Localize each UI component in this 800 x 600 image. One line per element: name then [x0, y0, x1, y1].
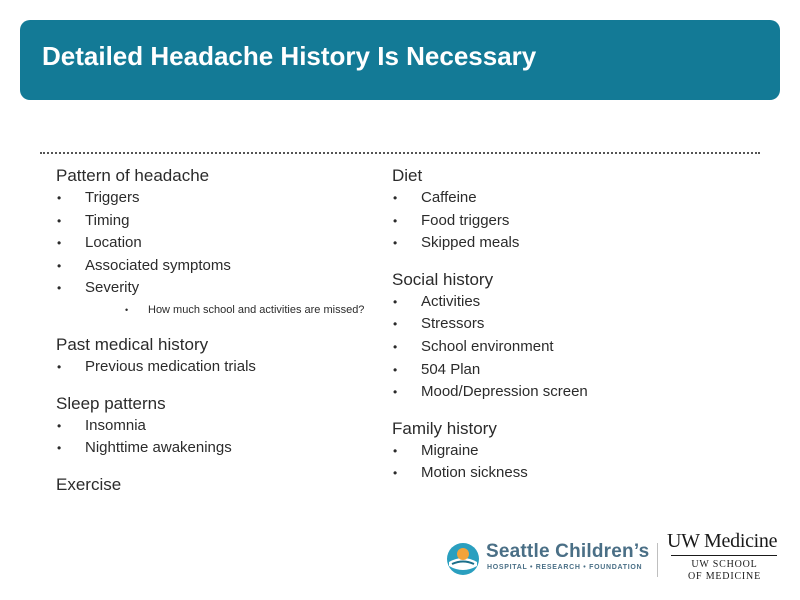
section-heading: Sleep patterns — [56, 393, 166, 413]
bullet-item — [56, 210, 376, 233]
section-sleep-patterns — [56, 393, 376, 460]
bullet-item — [56, 437, 376, 460]
bullet-text: Stressors — [421, 315, 485, 333]
bullet-text: Skipped meals — [421, 234, 520, 252]
section-heading: Exercise — [56, 474, 122, 494]
bullet-text: Nighttime awakenings — [85, 439, 232, 457]
bullet-item — [392, 291, 742, 314]
section-heading: Pattern of headache — [56, 166, 210, 185]
bullet-text: Migraine — [421, 441, 479, 459]
bullet-list — [392, 291, 742, 404]
bullet-item — [56, 277, 376, 320]
section-heading: Diet — [392, 166, 423, 185]
section-heading: Family history — [392, 418, 497, 438]
bullet-item — [392, 359, 742, 382]
bullet-item — [392, 210, 742, 233]
section-social-history — [392, 269, 742, 404]
dotted-divider — [40, 152, 760, 154]
bullet-text: Insomnia — [85, 416, 146, 434]
bullet-text: Activities — [421, 292, 481, 310]
bullet-text: Timing — [85, 211, 130, 229]
section-past-medical-history — [56, 334, 376, 379]
bullet-item — [56, 415, 376, 438]
bullet-text: Food triggers — [421, 211, 510, 229]
bullet-item — [392, 232, 742, 255]
section-heading: Social history — [392, 269, 494, 289]
bullet-list — [56, 415, 376, 460]
bullet-list — [56, 187, 376, 320]
title-banner — [20, 20, 780, 100]
sub-bullet-list — [85, 300, 376, 320]
bullet-list — [392, 440, 742, 485]
section-family-history — [392, 418, 742, 485]
uw-medicine-logo — [667, 530, 782, 592]
bullet-list — [56, 356, 376, 379]
bullet-item — [56, 356, 376, 379]
bullet-item — [392, 462, 742, 485]
bullet-item — [56, 255, 376, 278]
uw-school-line2: OF MEDICINE — [688, 571, 761, 582]
section-exercise — [56, 474, 376, 496]
uw-medicine-name: UW Medicine — [667, 530, 778, 552]
bullet-text: 504 Plan — [421, 360, 481, 378]
right-column — [392, 165, 742, 485]
bullet-text: Previous medication trials — [85, 357, 256, 375]
bullet-item — [392, 187, 742, 210]
bullet-item — [392, 336, 742, 359]
bullet-item — [56, 187, 376, 210]
section-heading: Past medical history — [56, 334, 209, 354]
seattle-childrens-logo — [446, 540, 650, 580]
bullet-item — [392, 381, 742, 404]
bullet-text: Caffeine — [421, 189, 477, 206]
bullet-item — [392, 440, 742, 463]
seattle-childrens-subtitle: HOSPITAL • RESEARCH • FOUNDATION — [487, 564, 643, 571]
bullet-item — [56, 232, 376, 255]
bullet-text: Associated symptoms — [85, 256, 231, 274]
bullet-text: School environment — [421, 337, 554, 355]
slide-title: Detailed Headache History Is Necessary — [42, 40, 537, 71]
seattle-childrens-whale-icon — [446, 542, 480, 576]
bullet-text: Mood/Depression screen — [421, 383, 588, 401]
uw-school-line1: UW SCHOOL — [691, 559, 758, 570]
uw-logo-rule — [671, 555, 777, 556]
section-diet — [392, 165, 742, 255]
bullet-list — [392, 187, 742, 255]
bullet-text: Motion sickness — [421, 464, 528, 482]
sub-bullet-item: • How much school and activities are missed? — [85, 300, 376, 320]
bullet-text: Triggers — [85, 189, 140, 206]
seattle-childrens-name: Seattle Children’s — [486, 541, 650, 562]
left-column — [56, 165, 376, 496]
bullet-text: Location — [85, 234, 142, 252]
logo-divider — [657, 543, 658, 577]
bullet-item — [392, 313, 742, 336]
bullet-text: Severity — [85, 279, 140, 297]
section-pattern-of-headache — [56, 165, 376, 320]
